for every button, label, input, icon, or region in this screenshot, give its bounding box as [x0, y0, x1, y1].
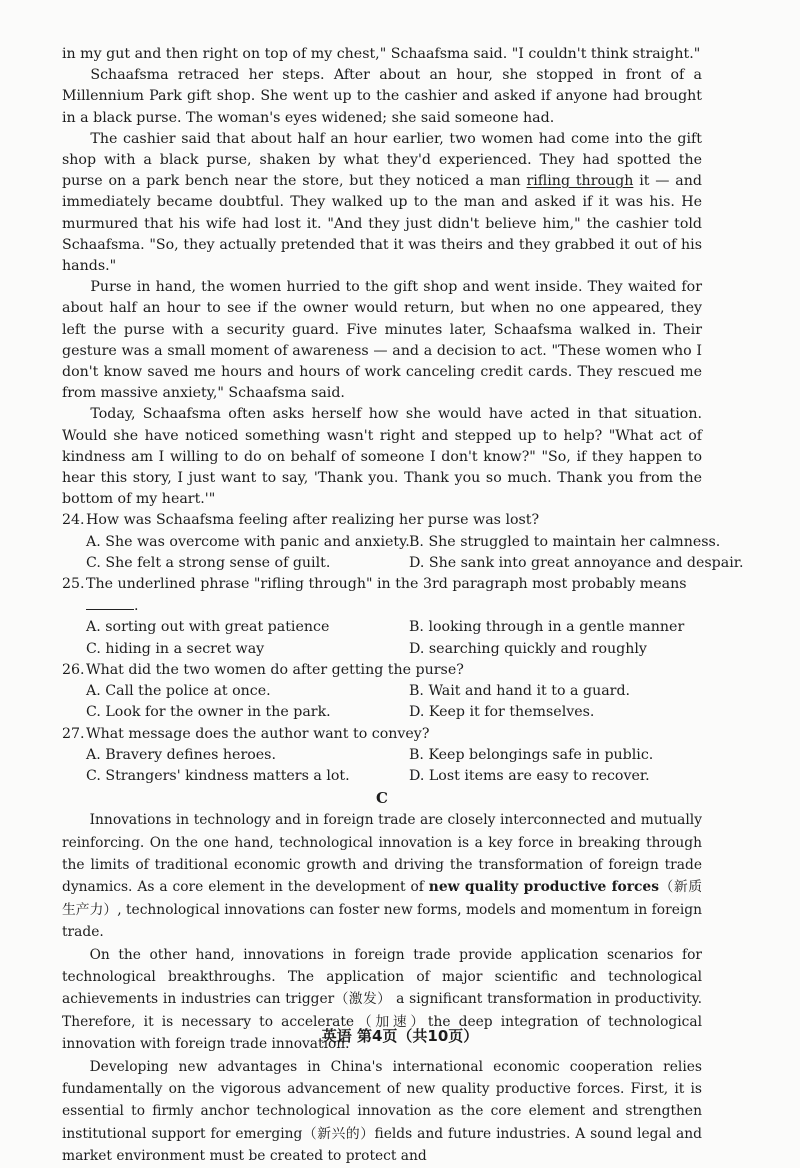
question-stem: The underlined phrase "rifling through" in the 3rd paragraph most probably means .	[86, 576, 687, 615]
option-c: C. She felt a strong sense of guilt.	[86, 554, 331, 571]
page-footer: 英语 第4页（共10页）	[321, 1027, 479, 1045]
passage-b-paragraph-3: Purse in hand, the women hurried to the gift shop and went inside. They waited for about half an hour to see if the owner would return, but when no one appeared, they left the purse with a security guard. Five minutes later, Schaafsma walked in. Their gesture was a small moment of awareness — and a decision to act. "These women who I don't know saved me hours and hours of work canceling credit cards. They rescued me from massive anxiety," Schaafsma said.	[62, 279, 702, 402]
question-stem: What did the two women do after getting the purse?	[86, 661, 464, 678]
question-stem: What message does the author want to convey?	[86, 725, 430, 742]
option-c: C. hiding in a secret way	[86, 640, 265, 657]
passage-c-paragraph-1	[62, 809, 702, 943]
option-a: A. She was overcome with panic and anxiety.	[86, 533, 410, 550]
question-stem-text: The underlined phrase "rifling through" in the 3rd paragraph most probably means	[86, 576, 687, 593]
question-26	[62, 660, 702, 724]
section-heading: C	[376, 789, 388, 808]
passage-b-paragraph-4: Today, Schaafsma often asks herself how she would have acted in that situation. Would she have noticed something wasn't right and stepped up to help? "What act of kindness am I willing to do on behalf of someone I don't know?" "So, if they happen to hear this story, I just want to say, 'Thank you. Thank you so much. Thank you from the bottom of my heart.'"	[62, 406, 702, 508]
passage-b-paragraph-1: Schaafsma retraced her steps. After about an hour, she stopped in front of a Millennium Park gift shop. She went up to the cashier and asked if anyone had brought in a black purse. The woman's eyes widened; she said someone had.	[62, 67, 702, 126]
option-a: A. Bravery defines heroes.	[86, 746, 276, 763]
question-24	[62, 510, 744, 574]
option-a: A. sorting out with great patience	[86, 619, 330, 636]
option-c: C. Look for the owner in the park.	[86, 704, 331, 721]
paragraph-text: The cashier said that about half an hour earlier, two women had come into the gift shop with a black purse, shaken by what they'd experienced. They had spotted the purse on a park bench near the store, but they noticed a man	[62, 130, 702, 190]
option-d: D. Lost items are easy to recover.	[409, 767, 650, 784]
exam-page	[62, 44, 744, 1168]
option-d: D. She sank into great annoyance and despair.	[409, 554, 744, 571]
option-b: B. looking through in a gentle manner	[409, 619, 685, 636]
question-27	[62, 724, 702, 788]
answer-blank	[86, 595, 134, 610]
option-d: D. Keep it for themselves.	[409, 704, 595, 721]
underlined-phrase: rifling through	[526, 173, 634, 190]
passage-c-paragraph-2: On the other hand, innovations in foreign trade provide application scenarios for technological breakthroughs. The application of major scientific and technological achievements in industries can trigger（激发） a significant transformation in productivity. Therefore, it is necessary to accelerate（加速）the deep integration of technological innovation with foreign trade innovation.	[62, 946, 702, 1053]
passage-b-paragraph-0: in my gut and then right on top of my chest," Schaafsma said. "I couldn't think straight."	[62, 46, 701, 62]
passage-b-paragraph-2	[62, 129, 702, 277]
option-b: B. Wait and hand it to a guard.	[409, 683, 631, 700]
option-c: C. Strangers' kindness matters a lot.	[86, 767, 350, 784]
paragraph-text: Innovations in technology and in foreign trade are closely interconnected and mutually reinforcing. On the one hand, technological innovation is a key force in breaking through the limits of traditional economic growth and driving the transformation of foreign trade dynamics. As a core element in the development of	[62, 812, 702, 896]
question-stem: How was Schaafsma feeling after realizing her purse was lost?	[86, 512, 540, 529]
question-number: 27.	[62, 725, 85, 742]
option-b: B. She struggled to maintain her calmness.	[409, 533, 721, 550]
paragraph-text: it — and immediately became doubtful. They walked up to the man and asked if it was his. He murmured that his wife had lost it. "And they just didn't believe him," the cashier told Schaafsma. "So, they actually pretended that it was theirs and they grabbed it out of his hands."	[62, 173, 702, 275]
question-number: 25.	[62, 576, 85, 593]
passage-c	[62, 809, 702, 1168]
option-a: A. Call the police at once.	[86, 683, 271, 700]
paragraph-text: （新质生产力）, technological innovations can foster new forms, models and momentum in foreign trade.	[62, 879, 703, 941]
passage-b	[62, 44, 702, 510]
option-d: D. searching quickly and roughly	[409, 640, 647, 657]
question-25	[62, 574, 702, 660]
question-number: 24.	[62, 512, 85, 529]
option-b: B. Keep belongings safe in public.	[409, 746, 654, 763]
passage-c-paragraph-3: Developing new advantages in China's international economic cooperation relies fundamentally on the vigorous advancement of new quality productive forces. First, it is essential to firmly anchor technological innovation as the core element and strengthen institutional support for emerging（新兴的）fields and future industries. A sound legal and market environment must be created to protect and	[62, 1058, 702, 1165]
bold-term: new quality productive forces	[428, 879, 659, 896]
question-number: 26.	[62, 661, 85, 678]
